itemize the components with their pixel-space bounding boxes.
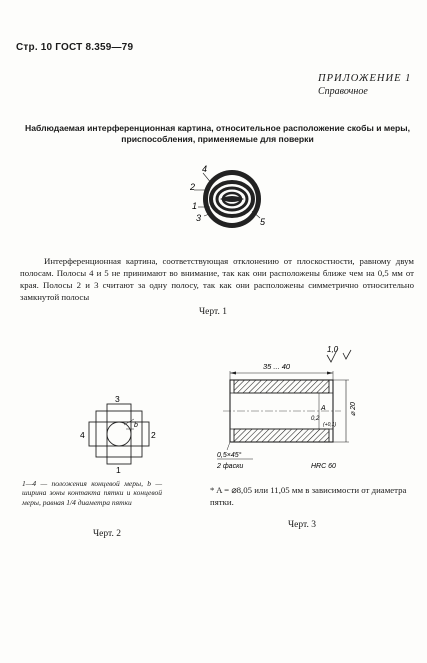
appendix-label: ПРИЛОЖЕНИЕ 1 <box>318 73 412 84</box>
fig3-chamfer-count: 2 фаски <box>217 463 244 470</box>
fig1-label-2: 2 <box>190 182 196 192</box>
page-header: Стр. 10 ГОСТ 8.359—79 <box>16 42 134 53</box>
fig1-label-4: 4 <box>202 164 208 174</box>
roughness-check-icon <box>343 350 351 359</box>
figure-3-bushing <box>205 340 405 485</box>
fig3-tolerance: (+0,1) <box>323 422 337 428</box>
fig3-roughness-value: 1,0 <box>327 345 339 354</box>
fig3-runout: 0,2 <box>311 416 320 422</box>
fig3-hardness: HRC 60 <box>311 463 336 470</box>
fig3-length: 35 ... 40 <box>263 362 291 371</box>
fig2-caption: Черт. 2 <box>93 529 121 539</box>
fig2-label-2: 2 <box>151 430 156 440</box>
fig3-note: * A = ⌀8,05 или 11,05 мм в зависимости от диаметра пятки. <box>210 485 407 507</box>
fig1-caption: Черт. 1 <box>199 307 227 317</box>
fig2-label-3: 3 <box>115 395 120 404</box>
fig1-label-3: 3 <box>196 213 202 223</box>
fig3-dim-a: A <box>321 405 326 412</box>
fig3-caption: Черт. 3 <box>288 520 316 530</box>
fig3-outer-diameter: ⌀ 20 <box>350 402 357 416</box>
fig3-chamfer: 0,5×45° <box>217 452 242 459</box>
fig2-label-b: b <box>134 422 138 429</box>
section-title: Наблюдаемая интерференционная картина, относительное расположение скобы и меры, приспособления, применяемые для поверки <box>25 123 410 144</box>
fig2-label-1: 1 <box>116 465 121 475</box>
appendix-subtitle: Справочное <box>318 86 368 97</box>
fig1-label-1: 1 <box>192 201 198 211</box>
fig2-label-4: 4 <box>80 430 85 440</box>
fig2-note: 1—4 — положения концевой меры, b — ширина зоны контакта пятки и концевой меры, равная 1/4 диаметра пятки <box>22 479 162 507</box>
fig1-description: Интерференционная картина, соответствующая отклонению от плоскостности, равному двум полосам. Полосы 4 и 5 не принимают во внимание, так как они расположены ближе чем на 0,5 мм от края. Полосы 2 и 3 считают за одну полосу, так как они расположены симметрично относительно замкнутой полосы <box>20 256 414 302</box>
figure-1-interference <box>190 163 270 235</box>
fig1-label-5: 5 <box>260 217 266 227</box>
figure-2-positions <box>80 395 160 475</box>
